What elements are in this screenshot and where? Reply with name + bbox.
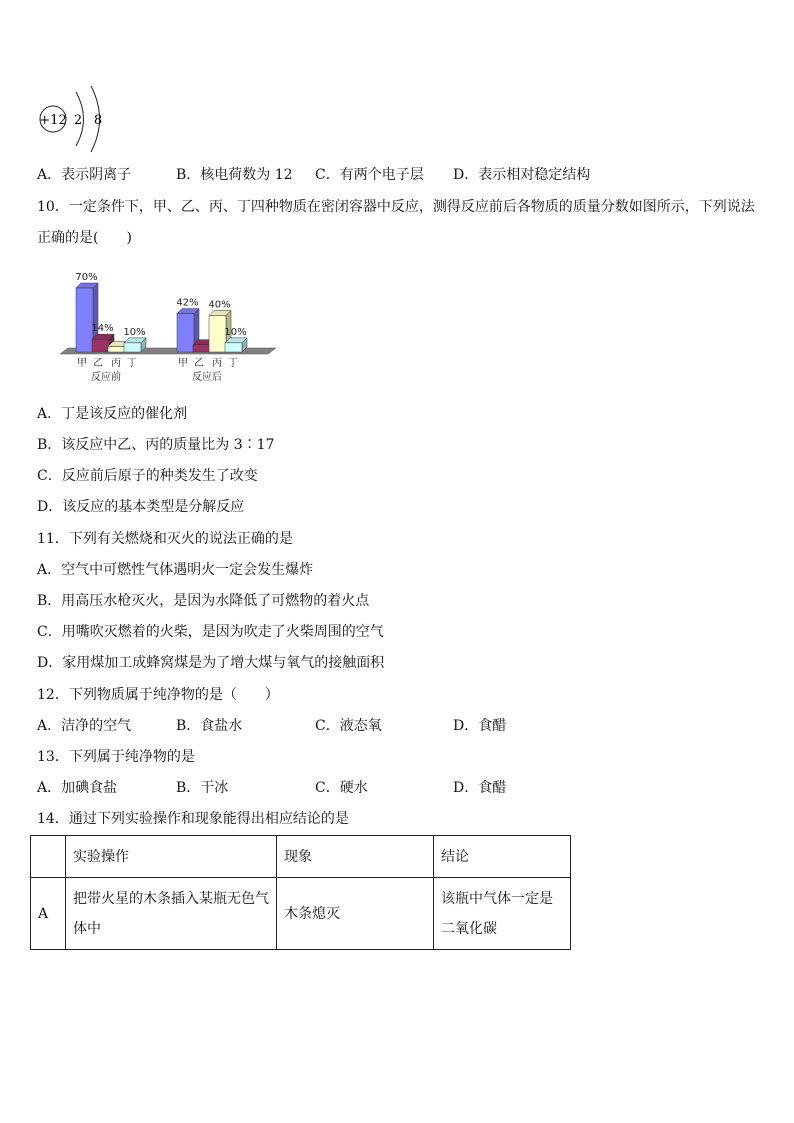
q9-option-a: A．表示阴离子 xyxy=(37,167,132,183)
bar-1-1 xyxy=(193,345,210,352)
mass-fraction-bar-chart xyxy=(56,262,282,386)
q12-stem: 12．下列物质属于纯净物的是（ ） xyxy=(37,687,279,703)
category-label-0-2: 丙 xyxy=(111,358,121,369)
q14-stem: 14．通过下列实验操作和现象能得出相应结论的是 xyxy=(37,811,349,827)
bar-0-3 xyxy=(124,343,141,352)
q10-option-c: C．反应前后原子的种类发生了改变 xyxy=(37,468,258,484)
row-conclusion-line2: 二氧化碳 xyxy=(441,920,497,937)
q10-stem-line2: 正确的是( ) xyxy=(37,230,132,246)
category-label-0-3: 丁 xyxy=(127,358,137,369)
table-header-row xyxy=(31,836,571,878)
header-cell-index xyxy=(31,836,66,878)
q9-option-c: C．有两个电子层 xyxy=(315,167,424,183)
q11-option-b: B．用高压水枪灭火，是因为水降低了可燃物的着火点 xyxy=(37,593,370,609)
bar-value-label-1-3: 10% xyxy=(224,326,247,338)
shell-1-electrons: 2 xyxy=(73,113,83,128)
category-label-1-2: 丙 xyxy=(212,358,222,369)
bar-value-label-0-0: 70% xyxy=(75,272,98,283)
header-cell-conclusion: 结论 xyxy=(434,836,571,878)
header-cell-phenomenon: 现象 xyxy=(277,836,434,878)
bar-value-label-1-0: 42% xyxy=(176,297,199,309)
q11-option-c: C．用嘴吹灭燃着的火柴，是因为吹走了火柴周围的空气 xyxy=(37,624,384,640)
atom-structure-diagram xyxy=(36,84,116,158)
q13-option-a: A．加碘食盐 xyxy=(37,780,118,796)
experiment-table xyxy=(30,835,571,950)
q9-option-b: B．核电荷数为 12 xyxy=(176,167,293,183)
category-label-1-0: 甲 xyxy=(178,358,188,369)
category-label-1-3: 丁 xyxy=(228,358,238,369)
q10-option-d: D．该反应的基本类型是分解反应 xyxy=(37,499,245,515)
category-label-0-0: 甲 xyxy=(77,358,87,369)
q11-option-a: A．空气中可燃性气体遇明火一定会发生爆炸 xyxy=(37,562,314,578)
q10-option-a: A．丁是该反应的催化剂 xyxy=(37,406,188,422)
bar-value-label-1-2: 40% xyxy=(208,299,231,311)
row-phenomenon: 木条熄灭 xyxy=(277,878,434,950)
q13-stem: 13．下列属于纯净物的是 xyxy=(37,749,195,765)
category-label-0-1: 乙 xyxy=(93,358,103,369)
row-conclusion xyxy=(434,878,571,950)
group-label-1: 反应后 xyxy=(192,372,222,383)
bar-0-0 xyxy=(76,288,93,352)
q12-option-d: D．食醋 xyxy=(453,718,507,734)
row-label: A xyxy=(31,878,66,950)
row-operation xyxy=(66,878,277,950)
table-row xyxy=(31,878,571,950)
bar-0-1 xyxy=(92,339,109,352)
q11-option-d: D．家用煤加工成蜂窝煤是为了增大煤与氧气的接触面积 xyxy=(37,655,385,671)
bar-value-label-0-1: 14% xyxy=(91,323,114,335)
nucleus-charge: +12 xyxy=(39,113,67,128)
q9-option-d: D．表示相对稳定结构 xyxy=(453,167,591,183)
group-label-0: 反应前 xyxy=(91,372,121,383)
row-conclusion-line1: 该瓶中气体一定是 xyxy=(441,890,553,907)
row-operation-line1: 把带火星的木条插入某瓶无色气 xyxy=(73,890,269,907)
q13-option-b: B．干冰 xyxy=(176,780,229,796)
q10-stem-line1: 10．一定条件下，甲、乙、丙、丁四种物质在密闭容器中反应，测得反应前后各物质的质量分数如图所示，下列说法 xyxy=(37,199,755,215)
header-cell-operation: 实验操作 xyxy=(66,836,277,878)
q12-option-b: B．食盐水 xyxy=(176,718,243,734)
q11-stem: 11．下列有关燃烧和灭火的说法正确的是 xyxy=(37,531,293,547)
bar-1-3 xyxy=(225,343,242,352)
bar-1-0 xyxy=(177,314,194,352)
category-label-1-1: 乙 xyxy=(194,358,204,369)
row-operation-line2: 体中 xyxy=(73,920,101,937)
q10-option-b: B．该反应中乙、丙的质量比为 3∶17 xyxy=(37,437,275,453)
q12-option-a: A．洁净的空气 xyxy=(37,718,132,734)
q13-option-c: C．硬水 xyxy=(315,780,368,796)
bar-value-label-0-3: 10% xyxy=(123,326,146,338)
bar-0-2 xyxy=(108,347,125,352)
q13-option-d: D．食醋 xyxy=(453,780,507,796)
q12-option-c: C．液态氧 xyxy=(315,718,382,734)
shell-2-electrons: 8 xyxy=(93,113,103,128)
